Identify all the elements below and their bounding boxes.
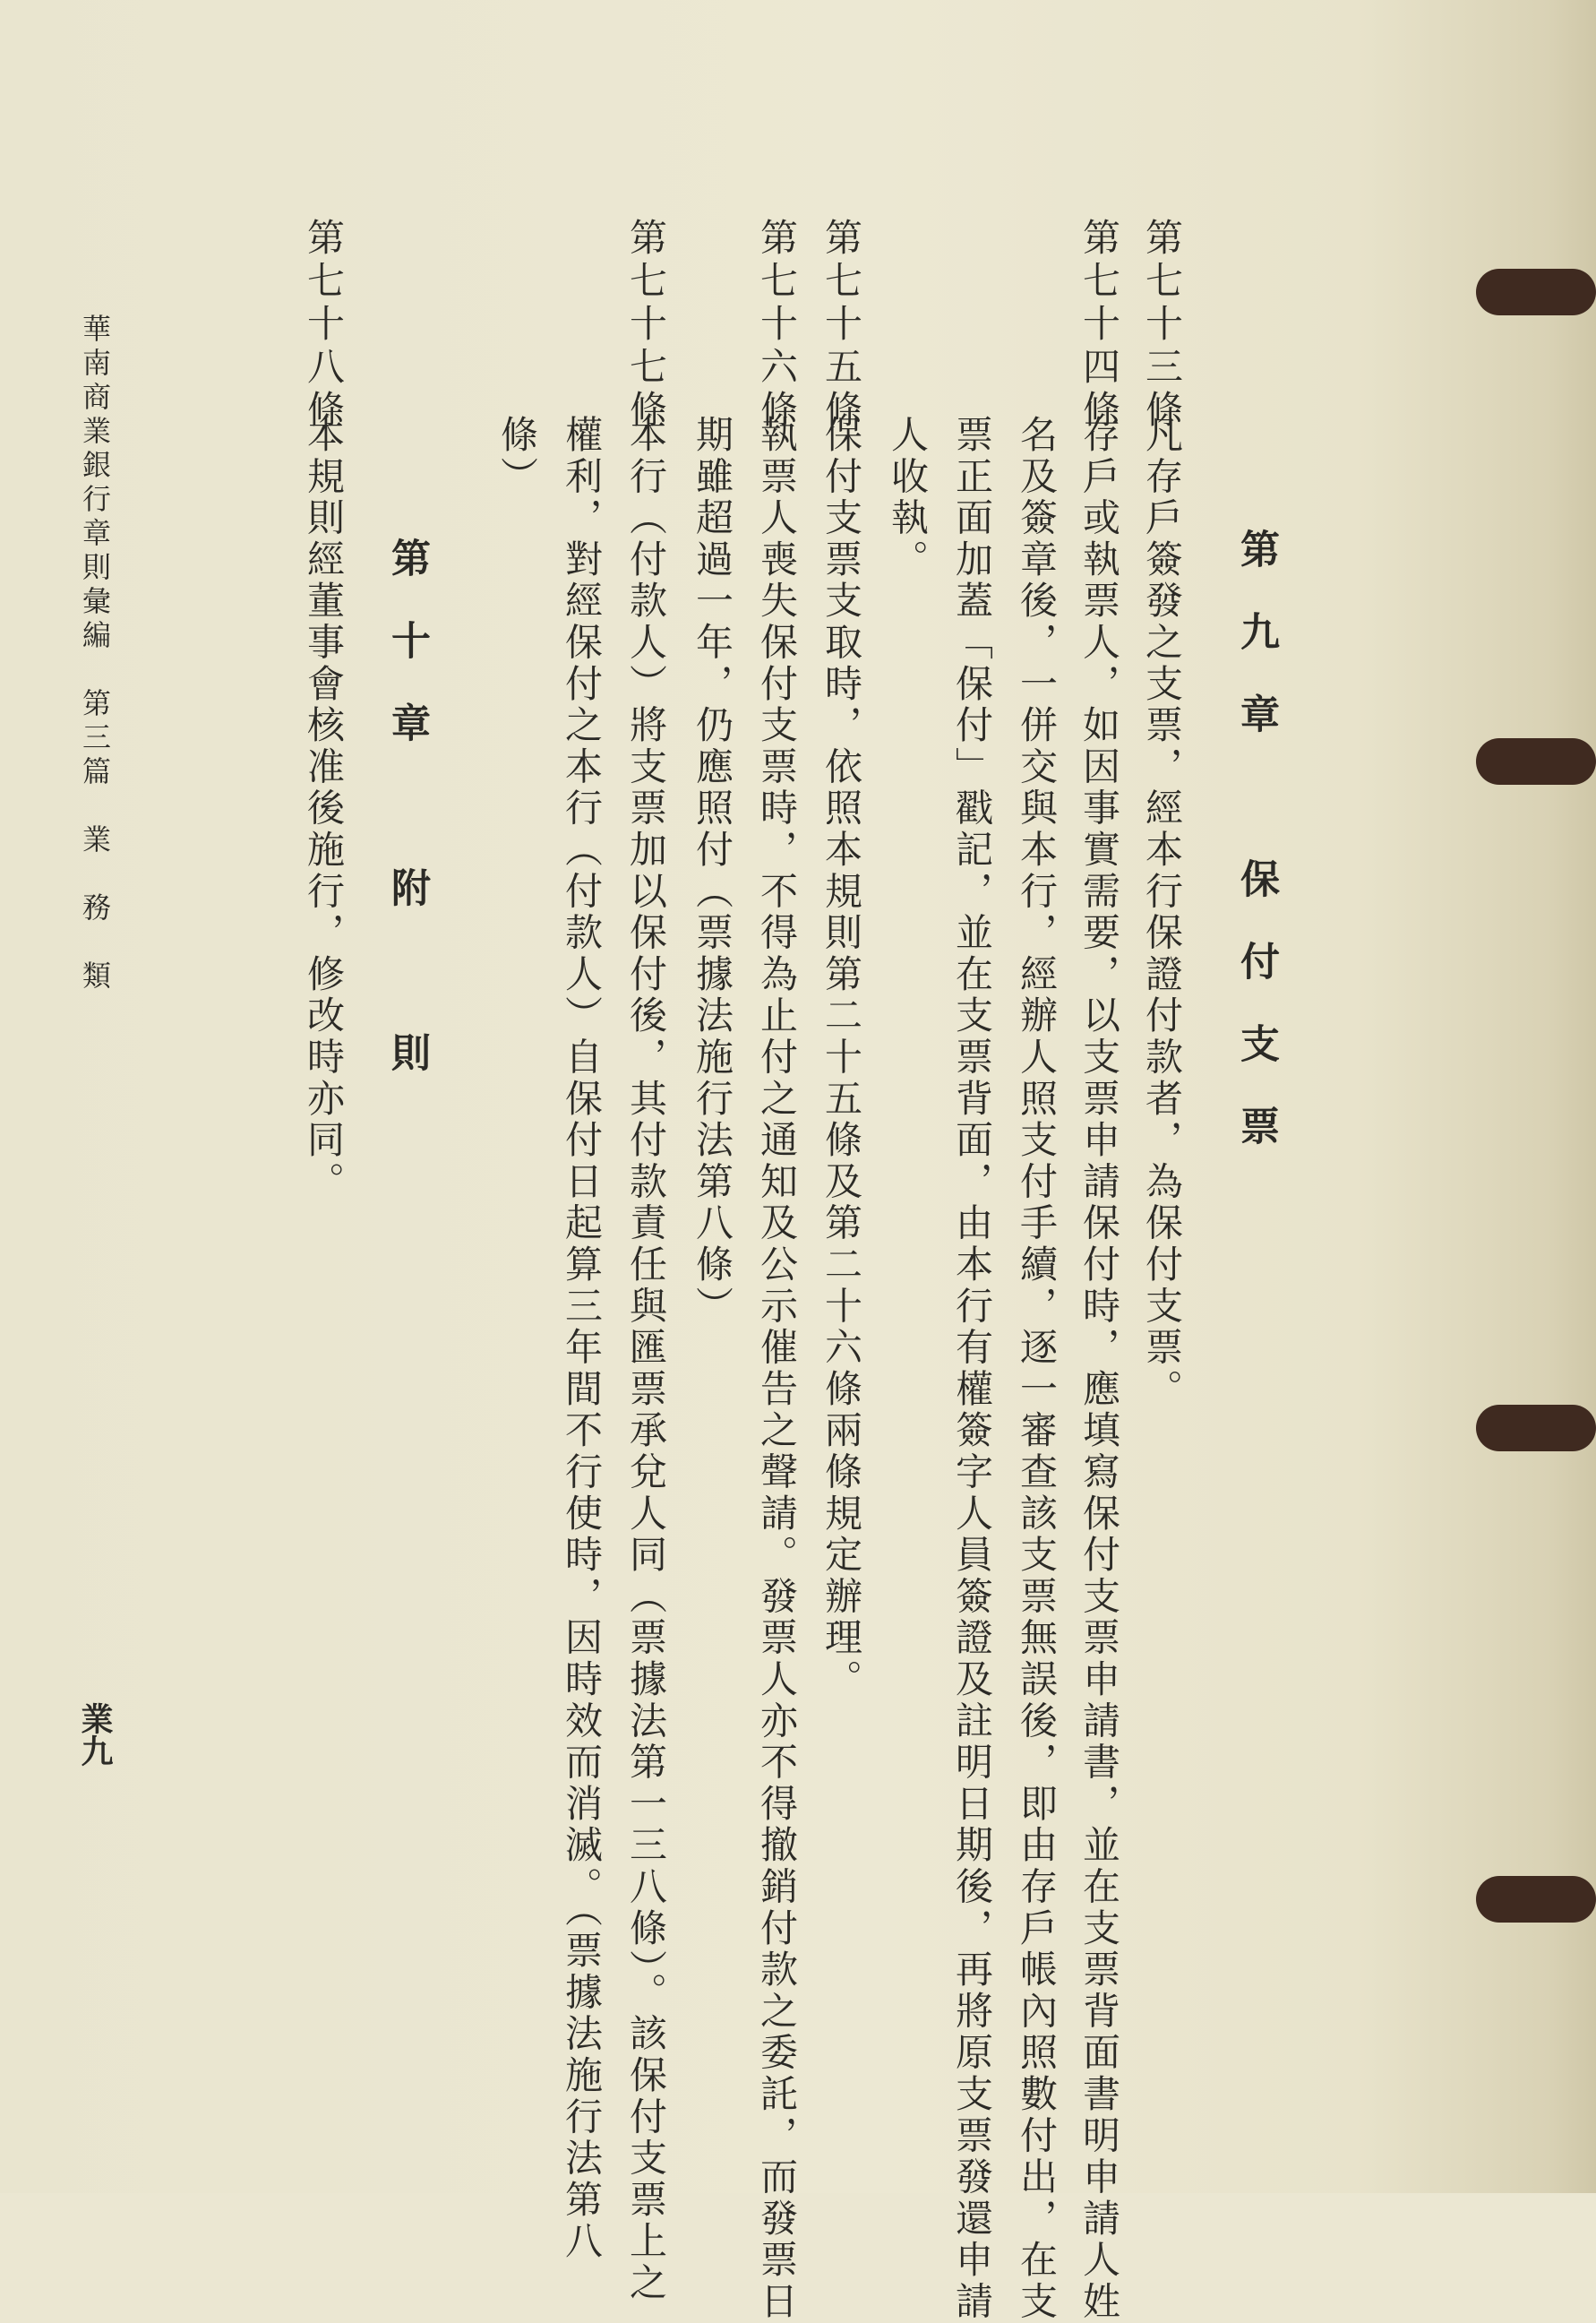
binding-cord bbox=[1476, 269, 1596, 315]
binding-cord bbox=[1476, 1876, 1596, 1923]
article-label: 第七十六條 bbox=[755, 218, 799, 433]
running-header: 華南商業銀行章則彙編 第三篇 業 務 類 bbox=[78, 314, 112, 994]
article-text-line: 期雖超過一年，仍應照付（票據法施行法第八條） bbox=[691, 415, 734, 1328]
article-text-line: 權利，對經保付之本行（付款人）自保付日起算三年間不行使時，因時效而消滅。（票據法施行法第八 bbox=[560, 415, 604, 2263]
chapter-heading: 第九章 保付支票 bbox=[1233, 529, 1279, 1188]
page-number: 業九 bbox=[76, 1702, 114, 1767]
chapter-heading: 第十章 附 則 bbox=[384, 538, 430, 1114]
article-text-line: 人收執。 bbox=[886, 415, 930, 581]
article-label: 第七十五條 bbox=[819, 218, 863, 433]
binding-cord bbox=[1476, 1405, 1596, 1451]
article-text-line: 本規則經董事會核准後施行，修改時亦同。 bbox=[302, 415, 346, 1203]
article-label: 第七十八條 bbox=[302, 218, 346, 433]
article-text-line: 保付支票支取時，依照本規則第二十五條及第二十六條兩條規定辦理。 bbox=[819, 415, 863, 1701]
article-text-line: 條） bbox=[495, 415, 539, 498]
binding-cord bbox=[1476, 738, 1596, 785]
article-label: 第七十三條 bbox=[1140, 218, 1184, 433]
article-text-line: 票正面加蓋「保付」戳記，並在支票背面，由本行有權簽字人員簽證及註明日期後，再將原支票發還申請 bbox=[950, 415, 994, 2323]
article-label: 第七十七條 bbox=[624, 218, 668, 433]
article-text-line: 凡存戶簽發之支票，經本行保證付款者，為保付支票。 bbox=[1140, 415, 1184, 1411]
article-text-line: 存戶或執票人，如因事實需要，以支票申請保付時，應填寫保付支票申請書，並在支票背面書明申請人姓 bbox=[1077, 415, 1121, 2323]
article-label: 第七十四條 bbox=[1077, 218, 1121, 433]
article-text-line: 執票人喪失保付支票時，不得為止付之通知及公示催告之聲請。發票人亦不得撤銷付款之委託，而發票日 bbox=[755, 415, 799, 2323]
article-text-line: 名及簽章後，一併交與本行，經辦人照支付手續，逐一審查該支票無誤後，即由存戶帳內照數付出，在支 bbox=[1015, 415, 1059, 2323]
article-text-line: 本行（付款人）將支票加以保付後，其付款責任與匯票承兌人同（票據法第一三八條）。該保付支票上之 bbox=[624, 415, 668, 2304]
